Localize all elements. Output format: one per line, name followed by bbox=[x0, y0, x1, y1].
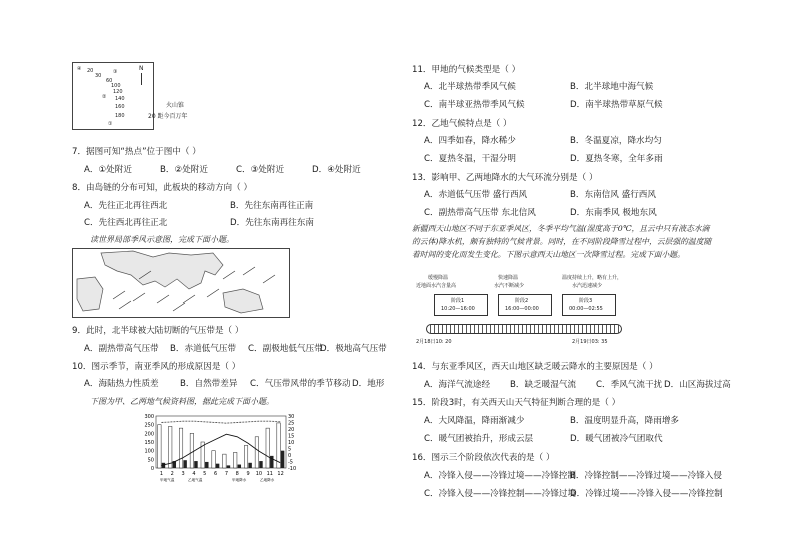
q15-option-c[interactable]: C．暖气团被抬升，形成云层 bbox=[424, 434, 534, 444]
value-label: 120 bbox=[113, 89, 123, 95]
value-label: 180 bbox=[115, 113, 125, 119]
q12-option-b[interactable]: B．冬温夏凉，降水均匀 bbox=[570, 136, 662, 146]
value-label: 100 bbox=[111, 83, 121, 89]
q13-option-d[interactable]: D．东南季风 极地东风 bbox=[570, 208, 657, 218]
temp-line-b bbox=[161, 421, 280, 423]
snowfall-timeline bbox=[412, 272, 626, 348]
q14-option-b[interactable]: B．缺乏暖湿气流 bbox=[510, 380, 577, 390]
legend-entry: 甲地降水 bbox=[232, 478, 247, 482]
bar-precip-a bbox=[227, 465, 230, 468]
bar-precip-a bbox=[248, 463, 251, 468]
y-left-tick: 50 bbox=[147, 457, 154, 464]
x-tick: 8 bbox=[235, 471, 239, 477]
y-right-tick: -5 bbox=[288, 459, 293, 466]
x-tick: 10 bbox=[255, 471, 263, 477]
timeline-bar bbox=[426, 324, 622, 334]
bar-precip-b bbox=[158, 425, 161, 468]
bar-precip-b bbox=[223, 454, 226, 468]
y-right-tick: 0 bbox=[288, 453, 292, 459]
question-8: 8．由岛链的分布可知，此板块的移动方向（ ） bbox=[72, 183, 253, 193]
bar-precip-b bbox=[255, 437, 258, 468]
x-tick: 9 bbox=[246, 471, 250, 477]
question-14: 14．与东亚季风区，西天山地区缺乏暖云降水的主要原因是（ ） bbox=[412, 362, 658, 372]
question-7: 7．据图可知“热点”位于图中（ ） bbox=[72, 147, 201, 157]
climate-chart-svg bbox=[140, 410, 302, 482]
timeline-top-label-3: 温度持续上升，略有上升， bbox=[562, 275, 623, 281]
timeline-end: 2月19日03: 35 bbox=[572, 339, 608, 345]
bar-precip-a bbox=[194, 461, 197, 468]
value-label: 60 bbox=[106, 78, 113, 84]
question-13: 13．影响甲、乙两地降水的大气环流分别是（ ） bbox=[412, 173, 598, 183]
timeline-top-sub-3: 水汽迅速减少 bbox=[572, 283, 603, 289]
x-tick: 7 bbox=[224, 471, 229, 477]
q11-option-c[interactable]: C．南半球亚热带季风气候 bbox=[424, 100, 525, 110]
x-tick: 5 bbox=[203, 471, 207, 477]
q12-option-c[interactable]: C．夏热冬温，干湿分明 bbox=[424, 154, 516, 164]
stage-2-time: 16:00—00:00 bbox=[505, 306, 539, 312]
y-right-tick: 30 bbox=[288, 414, 295, 420]
q9-option-c[interactable]: C．副极地低气压带 bbox=[248, 344, 323, 354]
q14-option-a[interactable]: A．海洋气流途经 bbox=[424, 380, 491, 390]
north-arrow-icon bbox=[141, 73, 142, 85]
q16-option-a[interactable]: A．冷锋入侵——冷锋过境——冷锋控制 bbox=[424, 471, 576, 481]
y-left-tick: 250 bbox=[144, 422, 154, 429]
circle-label-1: ① bbox=[108, 121, 113, 127]
y-left-tick: 300 bbox=[144, 414, 154, 420]
bar-precip-a bbox=[205, 462, 208, 468]
climate-chart bbox=[140, 410, 302, 482]
stage-1-label: 阶段1 bbox=[451, 298, 465, 304]
y-left-tick: 100 bbox=[144, 448, 154, 455]
q7-option-b[interactable]: B．②处附近 bbox=[160, 165, 208, 175]
timeline-top-sub-2: 水汽不断减少 bbox=[494, 283, 525, 289]
bar-precip-a bbox=[281, 451, 284, 468]
q7-option-c[interactable]: C．③处附近 bbox=[236, 165, 285, 175]
value-label: 160 bbox=[115, 104, 125, 110]
timeline-top-sub-1: 近地面水汽含量高 bbox=[416, 283, 457, 289]
bar-precip-b bbox=[244, 445, 247, 468]
q10-option-b[interactable]: B．自然带差异 bbox=[180, 379, 238, 389]
stage-2-box bbox=[498, 294, 552, 316]
q12-option-a[interactable]: A．四季如春，降水稀少 bbox=[424, 136, 516, 146]
y-right-tick: 25 bbox=[288, 420, 295, 427]
stage-1-box bbox=[434, 294, 488, 316]
stage-3-label: 阶段3 bbox=[579, 298, 593, 304]
monsoon-map-svg bbox=[73, 249, 289, 317]
q12-option-d[interactable]: D．夏热冬寒，全年多雨 bbox=[570, 154, 663, 164]
q15-option-d[interactable]: D．暖气团被冷气团取代 bbox=[570, 434, 663, 444]
q14-option-c[interactable]: C．季风气流干扰 bbox=[596, 380, 663, 390]
bar-precip-b bbox=[179, 428, 182, 468]
bar-precip-b bbox=[190, 433, 193, 468]
q10-option-d[interactable]: D．地形 bbox=[352, 379, 385, 389]
bar-precip-a bbox=[238, 465, 241, 468]
y-right-tick: 5 bbox=[288, 446, 292, 453]
x-tick: 6 bbox=[213, 471, 218, 477]
bar-precip-b bbox=[233, 452, 236, 468]
stage-3-box bbox=[562, 294, 616, 316]
legend-entry: 乙地降水 bbox=[260, 478, 275, 482]
legend-entry: 乙地气温 bbox=[188, 478, 203, 482]
circle-label-4: ④ bbox=[77, 66, 82, 72]
stage-2-label: 阶段2 bbox=[515, 298, 529, 304]
question-16: 16．图示三个阶段依次代表的是（ ） bbox=[412, 453, 555, 463]
y-right-tick: 10 bbox=[288, 440, 295, 446]
bar-precip-b bbox=[168, 426, 171, 468]
north-label: N bbox=[139, 65, 144, 72]
q8-option-b[interactable]: B．先往东南再往正南 bbox=[230, 201, 314, 211]
x-tick: 1 bbox=[159, 471, 164, 477]
x-tick: 11 bbox=[266, 471, 273, 477]
bar-precip-b bbox=[212, 451, 215, 468]
q7-option-a[interactable]: A．①处附近 bbox=[84, 165, 132, 175]
y-right-tick: 20 bbox=[288, 427, 295, 433]
q15-option-b[interactable]: B．温度明显升高，降雨增多 bbox=[570, 416, 680, 426]
q8-option-a[interactable]: A．先往正北再往西北 bbox=[84, 201, 168, 211]
q14-option-d[interactable]: D．山区海拔过高 bbox=[664, 380, 731, 390]
stage-1-time: 10:20—16:00 bbox=[441, 306, 475, 312]
question-11: 11．甲地的气候类型是（ ） bbox=[412, 65, 521, 75]
q13-option-a[interactable]: A．赤道低气压带 盛行西风 bbox=[424, 190, 528, 200]
volcano-legend: 火山锥 bbox=[166, 102, 185, 109]
bar-precip-b bbox=[266, 428, 269, 468]
question-15: 15．阶段3时，有关西天山天气特征判断合理的是（ ） bbox=[412, 398, 621, 408]
question-10: 10．图示季节，南亚季风的形成原因是（ ） bbox=[72, 362, 241, 372]
stage-3-time: 00:00—02:55 bbox=[569, 306, 603, 312]
bar-precip-a bbox=[259, 461, 262, 468]
q15-option-a[interactable]: A．大风降温，降雨渐减少 bbox=[424, 416, 525, 426]
q11-option-a[interactable]: A．北半球热带季风气候 bbox=[424, 82, 516, 92]
instruction-monsoon: 读世界局部季风示意图，完成下面小题。 bbox=[90, 235, 234, 244]
timeline-top-label-2: 快速降温 bbox=[498, 275, 519, 281]
q16-option-b[interactable]: B．冷锋控制——冷锋过境——冷锋入侵 bbox=[570, 471, 722, 481]
hotspot-figure bbox=[72, 62, 154, 130]
q11-option-d[interactable]: D．南半球热带草原气候 bbox=[570, 100, 663, 110]
x-tick: 2 bbox=[170, 471, 174, 477]
instruction-climate: 下图为甲、乙两地气候资料图，据此完成下面小题。 bbox=[90, 397, 274, 406]
timeline-top-label-1: 缓慢降温 bbox=[428, 275, 449, 281]
q11-option-b[interactable]: B．北半球地中海气候 bbox=[570, 82, 654, 92]
q13-option-c[interactable]: C．副热带高气压带 东北信风 bbox=[424, 208, 536, 218]
question-12: 12．乙地气候特点是（ ） bbox=[412, 119, 512, 129]
legend-entry: 甲地气温 bbox=[160, 478, 175, 482]
q9-option-b[interactable]: B．赤道低气压带 bbox=[170, 344, 237, 354]
snowfall-passage: 新疆西天山地区不同于东亚季风区，冬季平均气温(湿度高于0℃，且云中只有液态水滴的云体)降水机，颇有独特的气候背景。同时，在不同阶段降雪过程中，云层强的温度随着时间的变化而发生变化。下图示意西天山地区一次降雪过程。完成下面小题。 bbox=[412, 224, 712, 259]
q16-option-d[interactable]: D．冷锋过境——冷锋入侵——冷锋控制 bbox=[570, 489, 723, 499]
timeline-start: 2月18日10: 20 bbox=[416, 339, 452, 345]
y-right-tick: 15 bbox=[288, 433, 295, 440]
value-label: 30 bbox=[95, 73, 102, 79]
y-left-tick: 150 bbox=[144, 440, 154, 446]
q7-option-d[interactable]: D．④处附近 bbox=[312, 165, 361, 175]
x-tick: 12 bbox=[277, 471, 284, 477]
y-left-tick: 0 bbox=[150, 466, 154, 472]
q10-option-a[interactable]: A．海陆热力性质差 bbox=[84, 379, 159, 389]
q8-option-d[interactable]: D．先往东南再往东南 bbox=[230, 218, 314, 228]
value-label: 20 bbox=[87, 68, 94, 74]
monsoon-map bbox=[72, 248, 290, 318]
value-label: 140 bbox=[115, 96, 125, 102]
q8-option-c[interactable]: C．先往西北再往正北 bbox=[84, 218, 168, 228]
circle-label-3: ③ bbox=[113, 69, 118, 75]
y-right-tick: -10 bbox=[288, 466, 297, 472]
bar-precip-a bbox=[183, 460, 186, 468]
bar-precip-a bbox=[216, 464, 219, 468]
q10-option-c[interactable]: C．气压带风带的季节移动 bbox=[250, 379, 351, 389]
q9-option-a[interactable]: A．副热带高气压带 bbox=[84, 344, 159, 354]
q9-option-d[interactable]: D．极地高气压带 bbox=[320, 344, 387, 354]
circle-label-2: ② bbox=[102, 94, 107, 100]
age-legend: 20 距今百万年 bbox=[148, 113, 188, 120]
q13-option-b[interactable]: B．东南信风 盛行西风 bbox=[570, 190, 656, 200]
x-tick: 3 bbox=[181, 471, 185, 477]
y-left-tick: 200 bbox=[144, 431, 154, 438]
x-tick: 4 bbox=[192, 471, 196, 477]
question-9: 9．此时，北半球被大陆切断的气压带是（ ） bbox=[72, 326, 244, 336]
q16-option-c[interactable]: C．冷锋入侵——冷锋控制——冷锋过境 bbox=[424, 489, 577, 499]
